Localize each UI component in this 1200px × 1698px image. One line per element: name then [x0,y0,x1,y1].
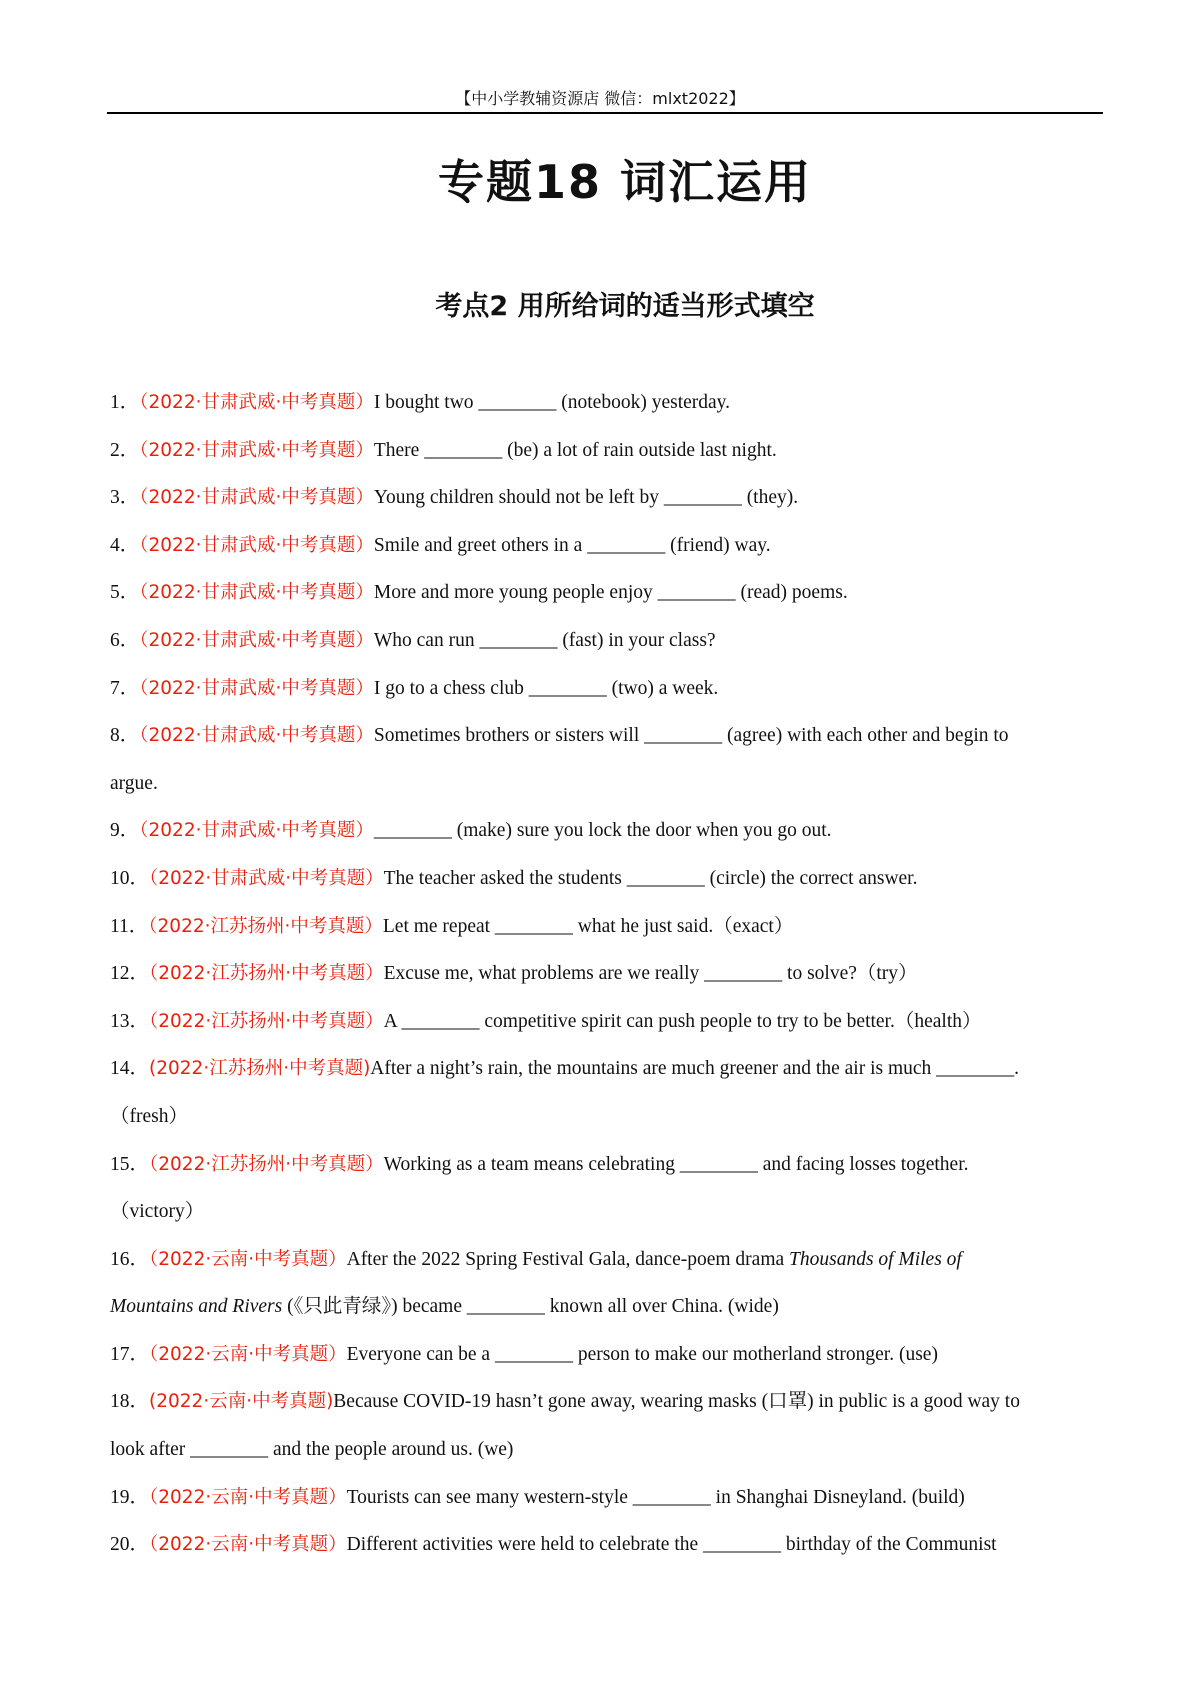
question-source: （2022·云南·中考真题） [149,1534,347,1556]
question-source: （2022·云南·中考真题） [149,1486,347,1508]
question-number: 9． [110,820,140,842]
question-number: 12． [110,963,150,985]
question-number: 15． [110,1153,150,1175]
question-item [110,816,1102,864]
question-number: 11． [110,915,149,937]
question-text: Excuse me, what problems are we really ________ to solve?（try） [383,963,918,985]
question-item [110,721,1102,769]
question-source: （2022·云南·中考真题） [149,1343,347,1365]
page-title: 专题18 词汇运用 [437,155,813,209]
question-source: （2022·甘肃武威·中考真题） [139,582,374,604]
question-item [110,959,1102,1007]
question-continuation: （fresh） [110,1105,188,1127]
question-number: 10． [110,867,150,889]
title-italic: Thousands of Miles of [789,1248,962,1270]
question-source: （2022·江苏扬州·中考真题） [149,963,384,985]
question-number: 13． [110,1010,150,1032]
question-text: I go to a chess club ________ (two) a week. [373,677,719,699]
question-item [110,1150,1102,1198]
page-header: 【中小学教辅资源店 微信：mlxt2022】 [455,89,745,108]
question-continuation: argue. [110,772,158,794]
section-subtitle: 考点2 用所给词的适当形式填空 [435,291,815,322]
question-source: （2022·江苏扬州·中考真题） [148,915,383,937]
question-number: 8． [110,725,140,747]
question-continuation [110,1292,1102,1340]
question-item [110,1007,1102,1055]
question-source: （2022·甘肃武威·中考真题） [139,392,374,413]
question-item [110,1483,1102,1531]
question-number: 6． [110,629,140,651]
question-text: Because COVID-19 hasn’t gone away, wearing masks (口罩) in public is a good way to [333,1391,1020,1413]
question-number: 7． [110,677,140,699]
question-source: （2022·甘肃武威·中考真题） [139,629,374,651]
question-text: Different activities were held to celebrate the ________ birthday of the Communist [346,1534,997,1556]
question-text: Young children should not be left by ________ (they). [373,487,799,509]
question-source: （2022·甘肃武威·中考真题） [139,725,374,747]
question-item [110,912,1102,960]
question-item [110,1387,1102,1435]
question-item [110,864,1102,912]
question-number: 20． [110,1534,150,1556]
question-source: (2022·江苏扬州·中考真题) [149,1058,371,1080]
question-source: （2022·甘肃武威·中考真题） [139,820,374,842]
question-number: 4． [110,534,140,556]
title-italic: Mountains and Rivers [110,1296,283,1318]
question-item [110,1530,1102,1578]
question-item [110,483,1102,531]
question-text: Everyone can be a ________ person to make our motherland stronger. (use) [346,1343,938,1365]
question-text: (《只此青绿》) became ________ known all over China. (wide) [282,1296,779,1318]
question-item [110,578,1102,626]
question-number: 1． [110,392,140,413]
question-item [110,388,1102,436]
question-text: After a night’s rain, the mountains are much greener and the air is much ________. [370,1058,1020,1080]
question-number: 14． [110,1058,150,1080]
question-item [110,436,1102,484]
question-continuation: look after ________ and the people around us. (we) [110,1439,514,1461]
question-text: Tourists can see many western-style ________ in Shanghai Disneyland. (build) [346,1486,965,1508]
question-continuation: （victory） [110,1201,205,1223]
question-source: （2022·甘肃武威·中考真题） [139,439,374,461]
question-number: 3． [110,487,140,509]
question-text: Working as a team means celebrating ________ and facing losses together. [383,1153,969,1175]
question-source: (2022·云南·中考真题) [149,1391,334,1413]
question-number: 2． [110,439,140,461]
question-number: 17． [110,1343,150,1365]
question-number: 18． [110,1391,150,1413]
question-source: （2022·江苏扬州·中考真题） [149,1010,384,1032]
question-number: 5． [110,582,140,604]
question-text: More and more young people enjoy ________ (read) poems. [373,582,848,604]
question-list [110,388,1102,1578]
question-text: Let me repeat ________ what he just said.（exact） [382,915,794,937]
question-number: 19． [110,1486,150,1508]
question-text: ________ (make) sure you lock the door when you go out. [373,820,832,842]
question-item [110,626,1102,674]
header-divider [107,112,1103,114]
question-text: The teacher asked the students ________ (circle) the correct answer. [383,867,918,889]
question-text: After the 2022 Spring Festival Gala, dance-poem drama [346,1248,790,1270]
question-text: There ________ (be) a lot of rain outside last night. [373,439,777,461]
question-item [110,531,1102,579]
question-source: （2022·江苏扬州·中考真题） [149,1153,384,1175]
question-text: Who can run ________ (fast) in your class? [373,629,716,651]
question-source: （2022·甘肃武威·中考真题） [139,534,374,556]
question-source: （2022·甘肃武威·中考真题） [139,677,374,699]
question-item [110,1054,1102,1102]
question-item [110,1340,1102,1388]
question-source: （2022·云南·中考真题） [149,1248,347,1270]
question-source: （2022·甘肃武威·中考真题） [139,487,374,509]
question-source: （2022·甘肃武威·中考真题） [149,867,384,889]
question-text: I bought two ________ (notebook) yesterday. [373,392,731,413]
question-text: Smile and greet others in a ________ (friend) way. [373,534,771,556]
question-text: A ________ competitive spirit can push people to try to be better.（health） [383,1010,982,1032]
question-number: 16． [110,1248,150,1270]
question-text: Sometimes brothers or sisters will ________ (agree) with each other and begin to [373,725,1009,747]
question-item [110,674,1102,722]
question-item [110,1245,1102,1293]
